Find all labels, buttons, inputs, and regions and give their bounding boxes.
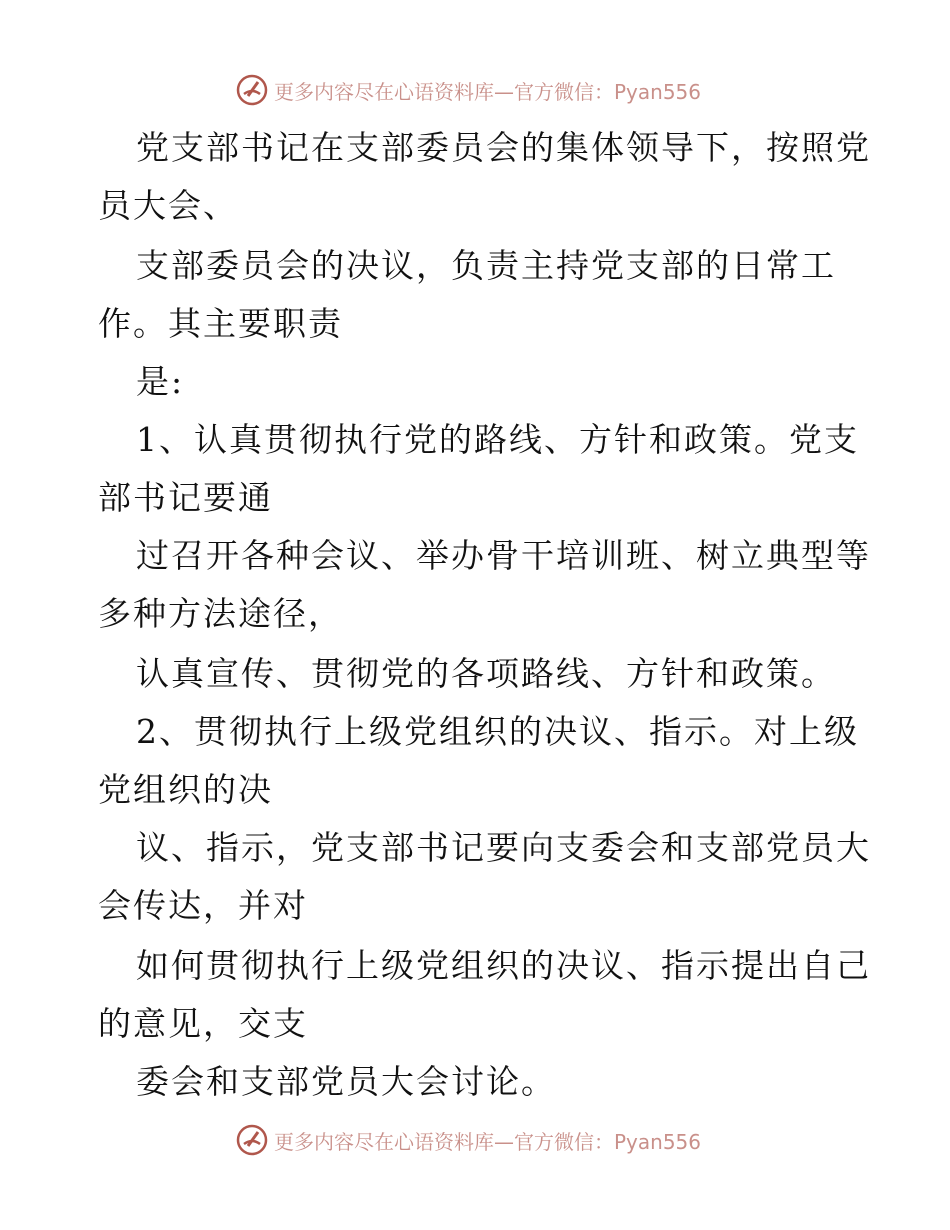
watermark-text: 更多内容尽在心语资料库—官方微信：Pyan556 (274, 79, 702, 104)
body-line: 议、指示，党支部书记要向支委会和支部党员大 (136, 828, 871, 867)
body-line: 2、贯彻执行上级党组织的决议、指示。对上级 (136, 712, 859, 751)
body-line: 员大会、 (98, 186, 238, 225)
body-line: 的意见，交支 (98, 1004, 308, 1043)
body-line: 1、认真贯彻执行党的路线、方针和政策。党支 (136, 420, 859, 459)
body-line: 党支部书记在支部委员会的集体领导下，按照党 (136, 128, 871, 167)
body-line: 作。其主要职责 (98, 304, 343, 343)
header-watermark (236, 70, 716, 110)
body-line: 多种方法途径， (98, 594, 343, 633)
footer-watermark (236, 1120, 716, 1160)
body-line: 委会和支部党员大会讨论。 (136, 1062, 556, 1101)
body-line: 过召开各种会议、举办骨干培训班、树立典型等 (136, 536, 871, 575)
body-line: 部书记要通 (98, 478, 273, 517)
book-pen-logo-icon (236, 74, 268, 106)
body-line: 支部委员会的决议，负责主持党支部的日常工 (136, 246, 836, 285)
body-line: 党组织的决 (98, 770, 273, 809)
body-line: 会传达，并对 (98, 886, 308, 925)
watermark-text: 更多内容尽在心语资料库—官方微信：Pyan556 (274, 1129, 702, 1154)
body-line: 认真宣传、贯彻党的各项路线、方针和政策。 (136, 654, 836, 693)
book-pen-logo-icon (236, 1124, 268, 1156)
body-line: 如何贯彻执行上级党组织的决议、指示提出自己 (136, 946, 871, 985)
body-line: 是: (136, 362, 185, 401)
